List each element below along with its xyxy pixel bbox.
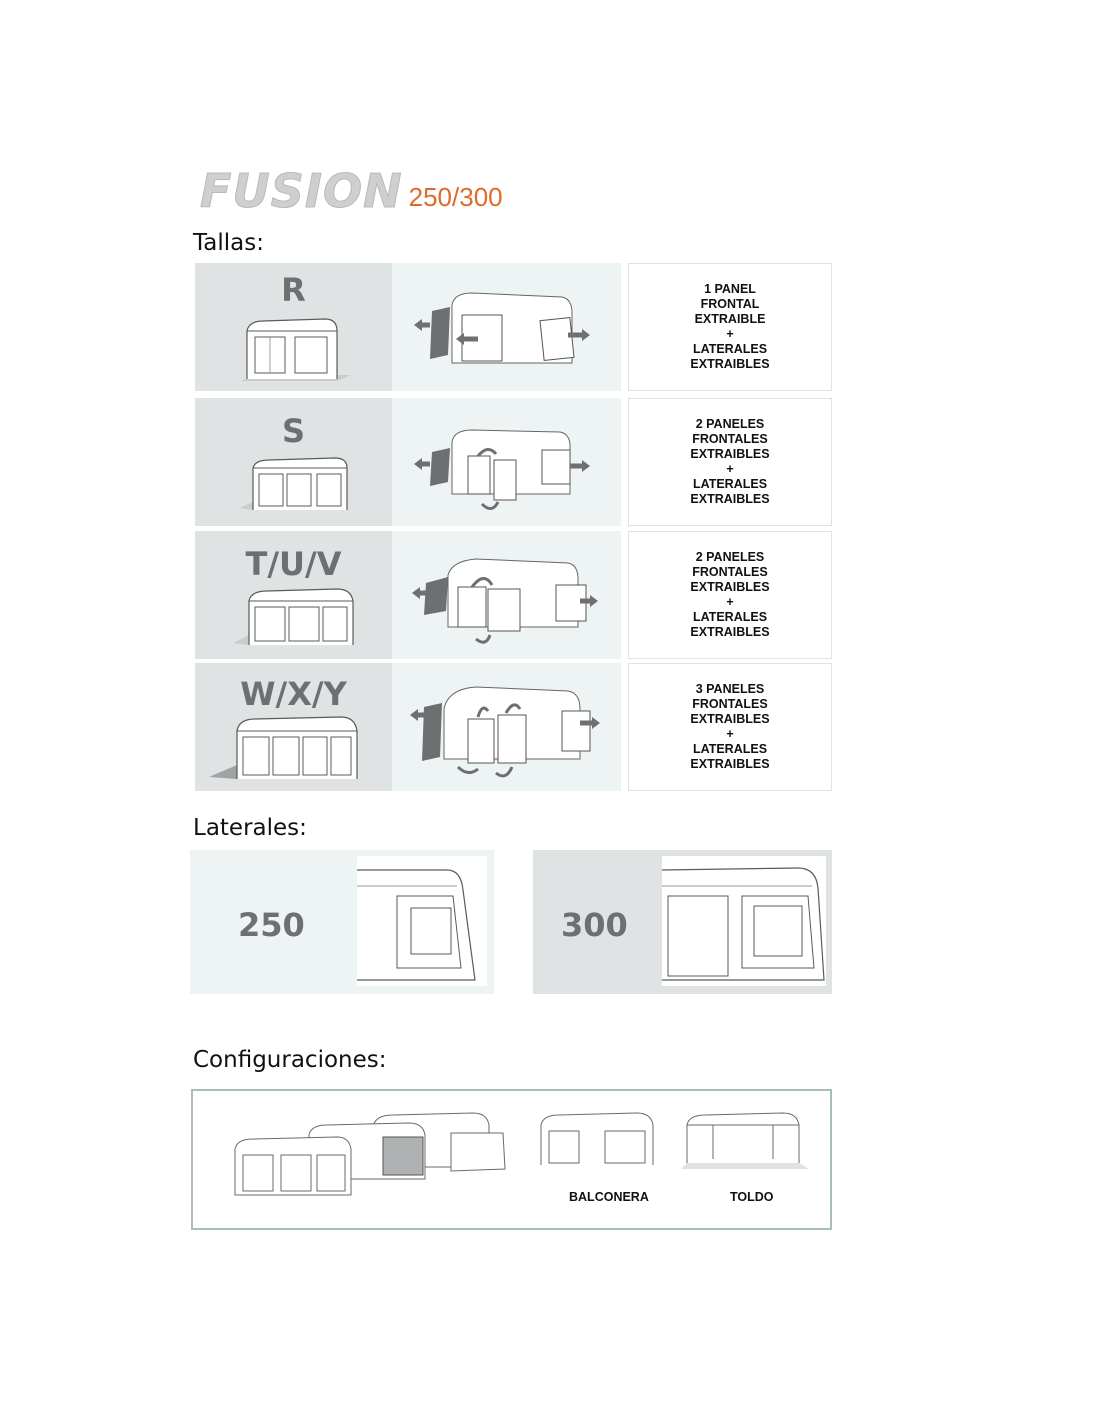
config-label-awning: TOLDO — [730, 1190, 774, 1204]
side-wall-icon — [357, 856, 487, 986]
size-code-cell — [195, 398, 392, 526]
size-code-cell — [195, 263, 392, 391]
size-description: 2 PANELES FRONTALES EXTRAIBLES + LATERALES EXTRAIBLES — [690, 417, 770, 506]
configurations-box — [191, 1089, 832, 1230]
lateral-card — [533, 850, 832, 994]
section-title-configurations: Configuraciones: — [193, 1047, 387, 1073]
size-code: R — [281, 271, 306, 309]
size-row — [195, 398, 832, 526]
size-row — [195, 531, 832, 659]
size-code: T/U/V — [245, 545, 342, 583]
awning-tent-icon — [233, 585, 363, 657]
size-code: S — [281, 412, 306, 450]
size-code: W/X/Y — [240, 675, 347, 713]
brand-logo: FUSION — [200, 164, 403, 218]
size-code-cell — [195, 663, 392, 791]
size-description-cell — [628, 263, 832, 391]
size-row — [195, 263, 832, 391]
panel-removal-diagram-icon — [392, 531, 621, 659]
lateral-image — [662, 856, 826, 986]
awning-tent-icon — [233, 313, 357, 385]
lateral-size-value: 250 — [238, 906, 305, 944]
panel-diagram-cell — [392, 663, 621, 791]
brand-header — [200, 158, 503, 218]
awning-tent-icon — [209, 713, 369, 789]
section-title-laterals: Laterales: — [193, 815, 307, 841]
awning-tent-icon — [239, 452, 363, 524]
canopy-awning-icon — [679, 1109, 819, 1171]
lateral-image — [357, 856, 487, 986]
lateral-card — [190, 850, 494, 994]
size-description-cell — [628, 531, 832, 659]
panel-diagram-cell — [392, 531, 621, 659]
side-wall-icon — [662, 856, 826, 986]
size-row — [195, 663, 832, 791]
panel-diagram-cell — [392, 263, 621, 391]
model-number: 250/300 — [408, 182, 503, 212]
stacked-awnings-icon — [233, 1109, 513, 1205]
section-title-sizes: Tallas: — [193, 230, 264, 256]
panel-diagram-cell — [392, 398, 621, 526]
size-code-cell — [195, 531, 392, 659]
balcony-awning-icon — [533, 1109, 673, 1171]
size-description: 1 PANEL FRONTAL EXTRAIBLE + LATERALES EXTRAIBLES — [690, 282, 770, 371]
panel-removal-diagram-icon — [392, 398, 621, 526]
size-description: 2 PANELES FRONTALES EXTRAIBLES + LATERALES EXTRAIBLES — [690, 550, 770, 639]
panel-removal-diagram-icon — [392, 263, 621, 391]
size-description: 3 PANELES FRONTALES EXTRAIBLES + LATERALES EXTRAIBLES — [690, 682, 770, 771]
size-description-cell — [628, 663, 832, 791]
size-description-cell — [628, 398, 832, 526]
config-label-balcony: BALCONERA — [569, 1190, 649, 1204]
panel-removal-diagram-icon — [392, 663, 621, 791]
lateral-size-value: 300 — [561, 906, 628, 944]
